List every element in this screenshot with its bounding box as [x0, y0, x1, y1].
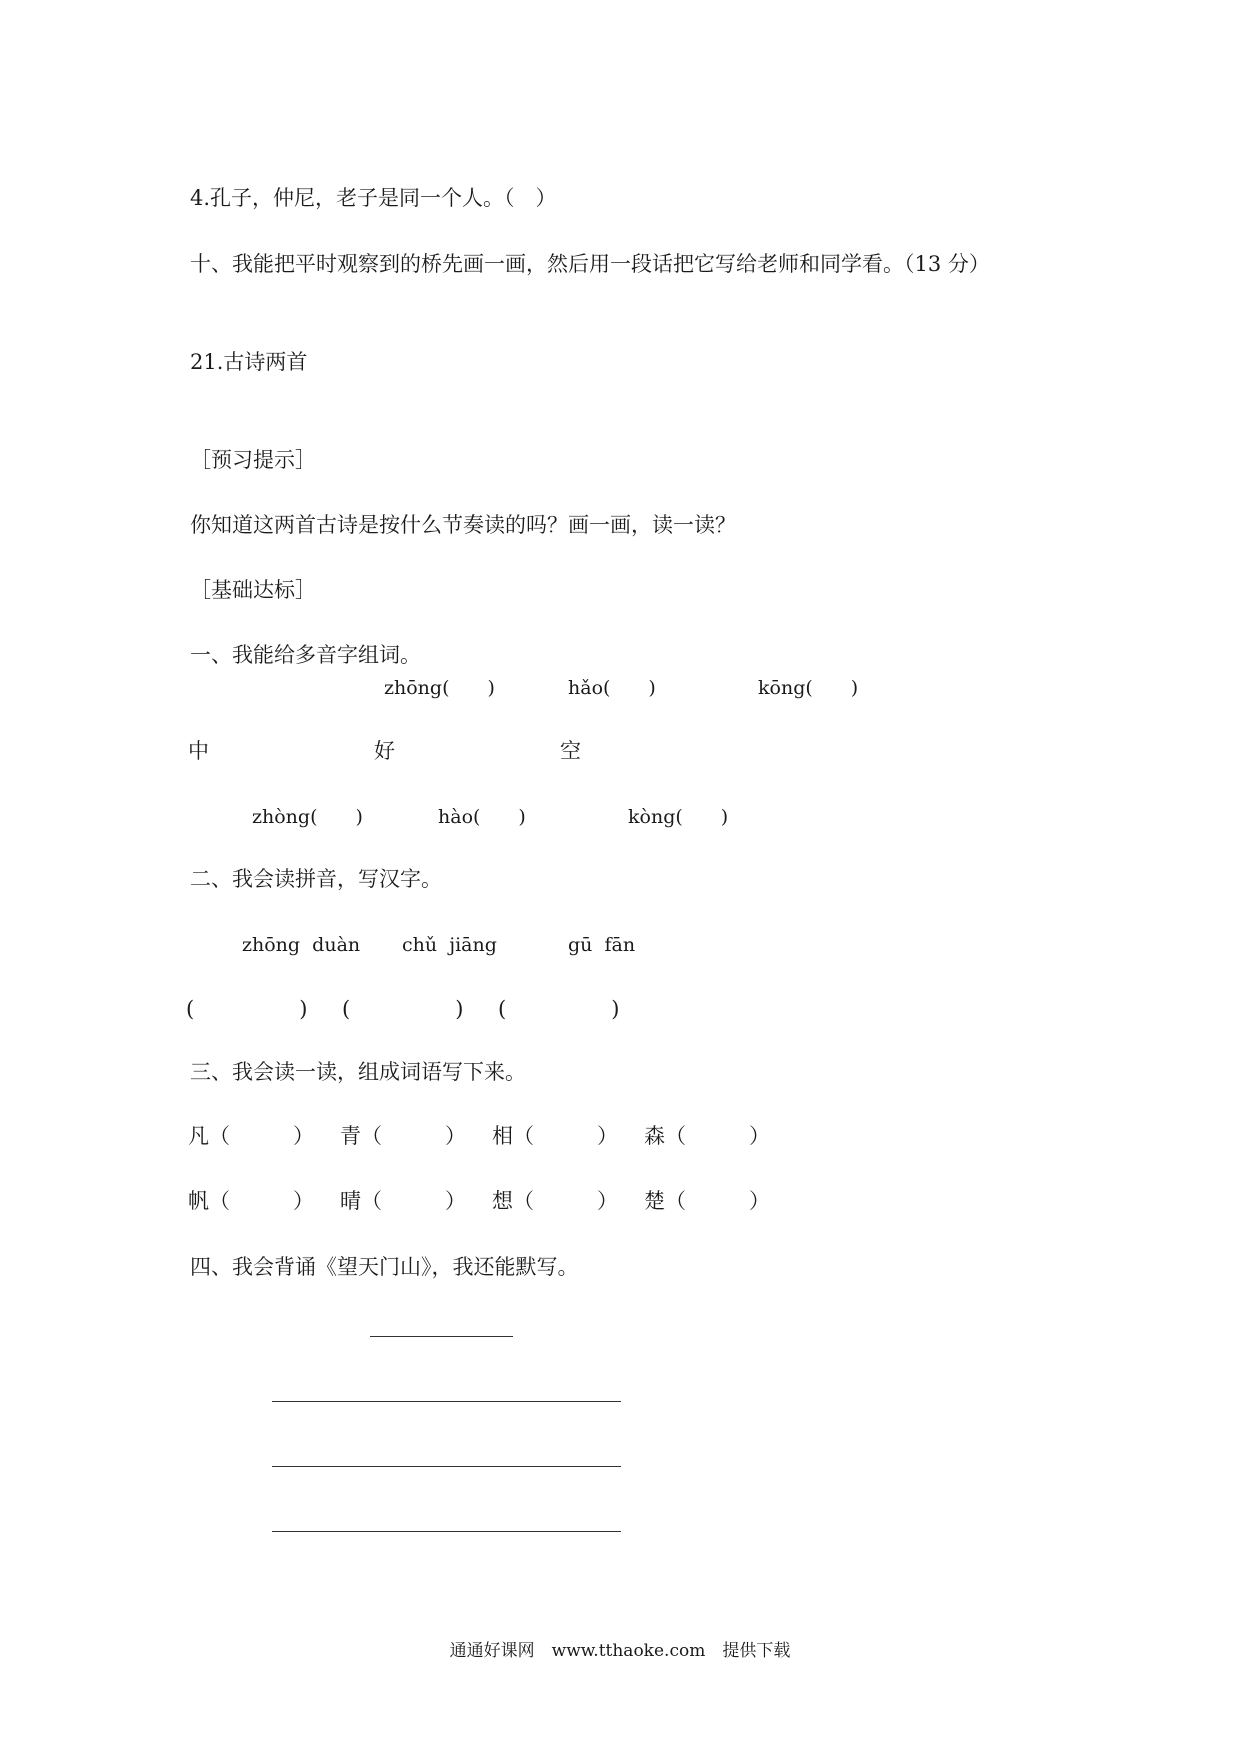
answer-blank-3: ( )	[498, 997, 620, 1021]
word-item: 晴（ ）	[340, 1189, 466, 1213]
basics-heading: ［基础达标］	[190, 578, 316, 602]
preview-question: 你知道这两首古诗是按什么节奏读的吗？画一画，读一读？	[190, 513, 736, 537]
pinyin-word-1: zhōng duàn	[242, 934, 361, 956]
char-zhong: 中	[188, 739, 209, 763]
pinyin-hao3: hǎo( )	[568, 677, 656, 699]
answer-blank-2: ( )	[342, 997, 464, 1021]
pinyin-zhong4: zhòng( )	[252, 806, 363, 828]
question-10-prompt: 十、我能把平时观察到的桥先画一画，然后用一段话把它写给老师和同学看。（13 分）	[190, 252, 990, 276]
pinyin-zhong1: zhōng( )	[384, 677, 495, 699]
judgement-question-4: 4.孔子，仲尼，老子是同一个人。（ ）	[190, 186, 557, 210]
lesson-title: 21.古诗两首	[190, 350, 308, 374]
word-item: 凡（ ）	[188, 1124, 314, 1148]
word-item: 相（ ）	[492, 1124, 618, 1148]
char-kong: 空	[560, 739, 581, 763]
pinyin-kong1: kōng( )	[758, 677, 859, 699]
section2-title: 二、我会读拼音，写汉字。	[190, 867, 442, 891]
pinyin-word-3: gū fān	[568, 934, 636, 956]
page-footer: 通通好课网 www.tthaoke.com 提供下载	[449, 1641, 791, 1661]
pinyin-kong4: kòng( )	[628, 806, 729, 828]
pinyin-hao4: hào( )	[438, 806, 526, 828]
char-hao: 好	[374, 739, 395, 763]
poem-title-line	[370, 1336, 513, 1337]
word-item: 想（ ）	[492, 1189, 618, 1213]
section4-title: 四、我会背诵《望天门山》，我还能默写。	[190, 1255, 579, 1279]
poem-line-2	[272, 1466, 621, 1467]
answer-blank-1: ( )	[186, 997, 308, 1021]
preview-heading: ［预习提示］	[190, 448, 316, 472]
word-item: 楚（ ）	[644, 1189, 770, 1213]
pinyin-word-2: chǔ jiāng	[402, 934, 497, 956]
section3-title: 三、我会读一读，组成词语写下来。	[190, 1060, 526, 1084]
poem-line-3	[272, 1531, 621, 1532]
word-item: 帆（ ）	[188, 1189, 314, 1213]
poem-line-1	[272, 1401, 621, 1402]
section1-title: 一、我能给多音字组词。	[190, 643, 421, 667]
word-item: 森（ ）	[644, 1124, 770, 1148]
word-item: 青（ ）	[340, 1124, 466, 1148]
